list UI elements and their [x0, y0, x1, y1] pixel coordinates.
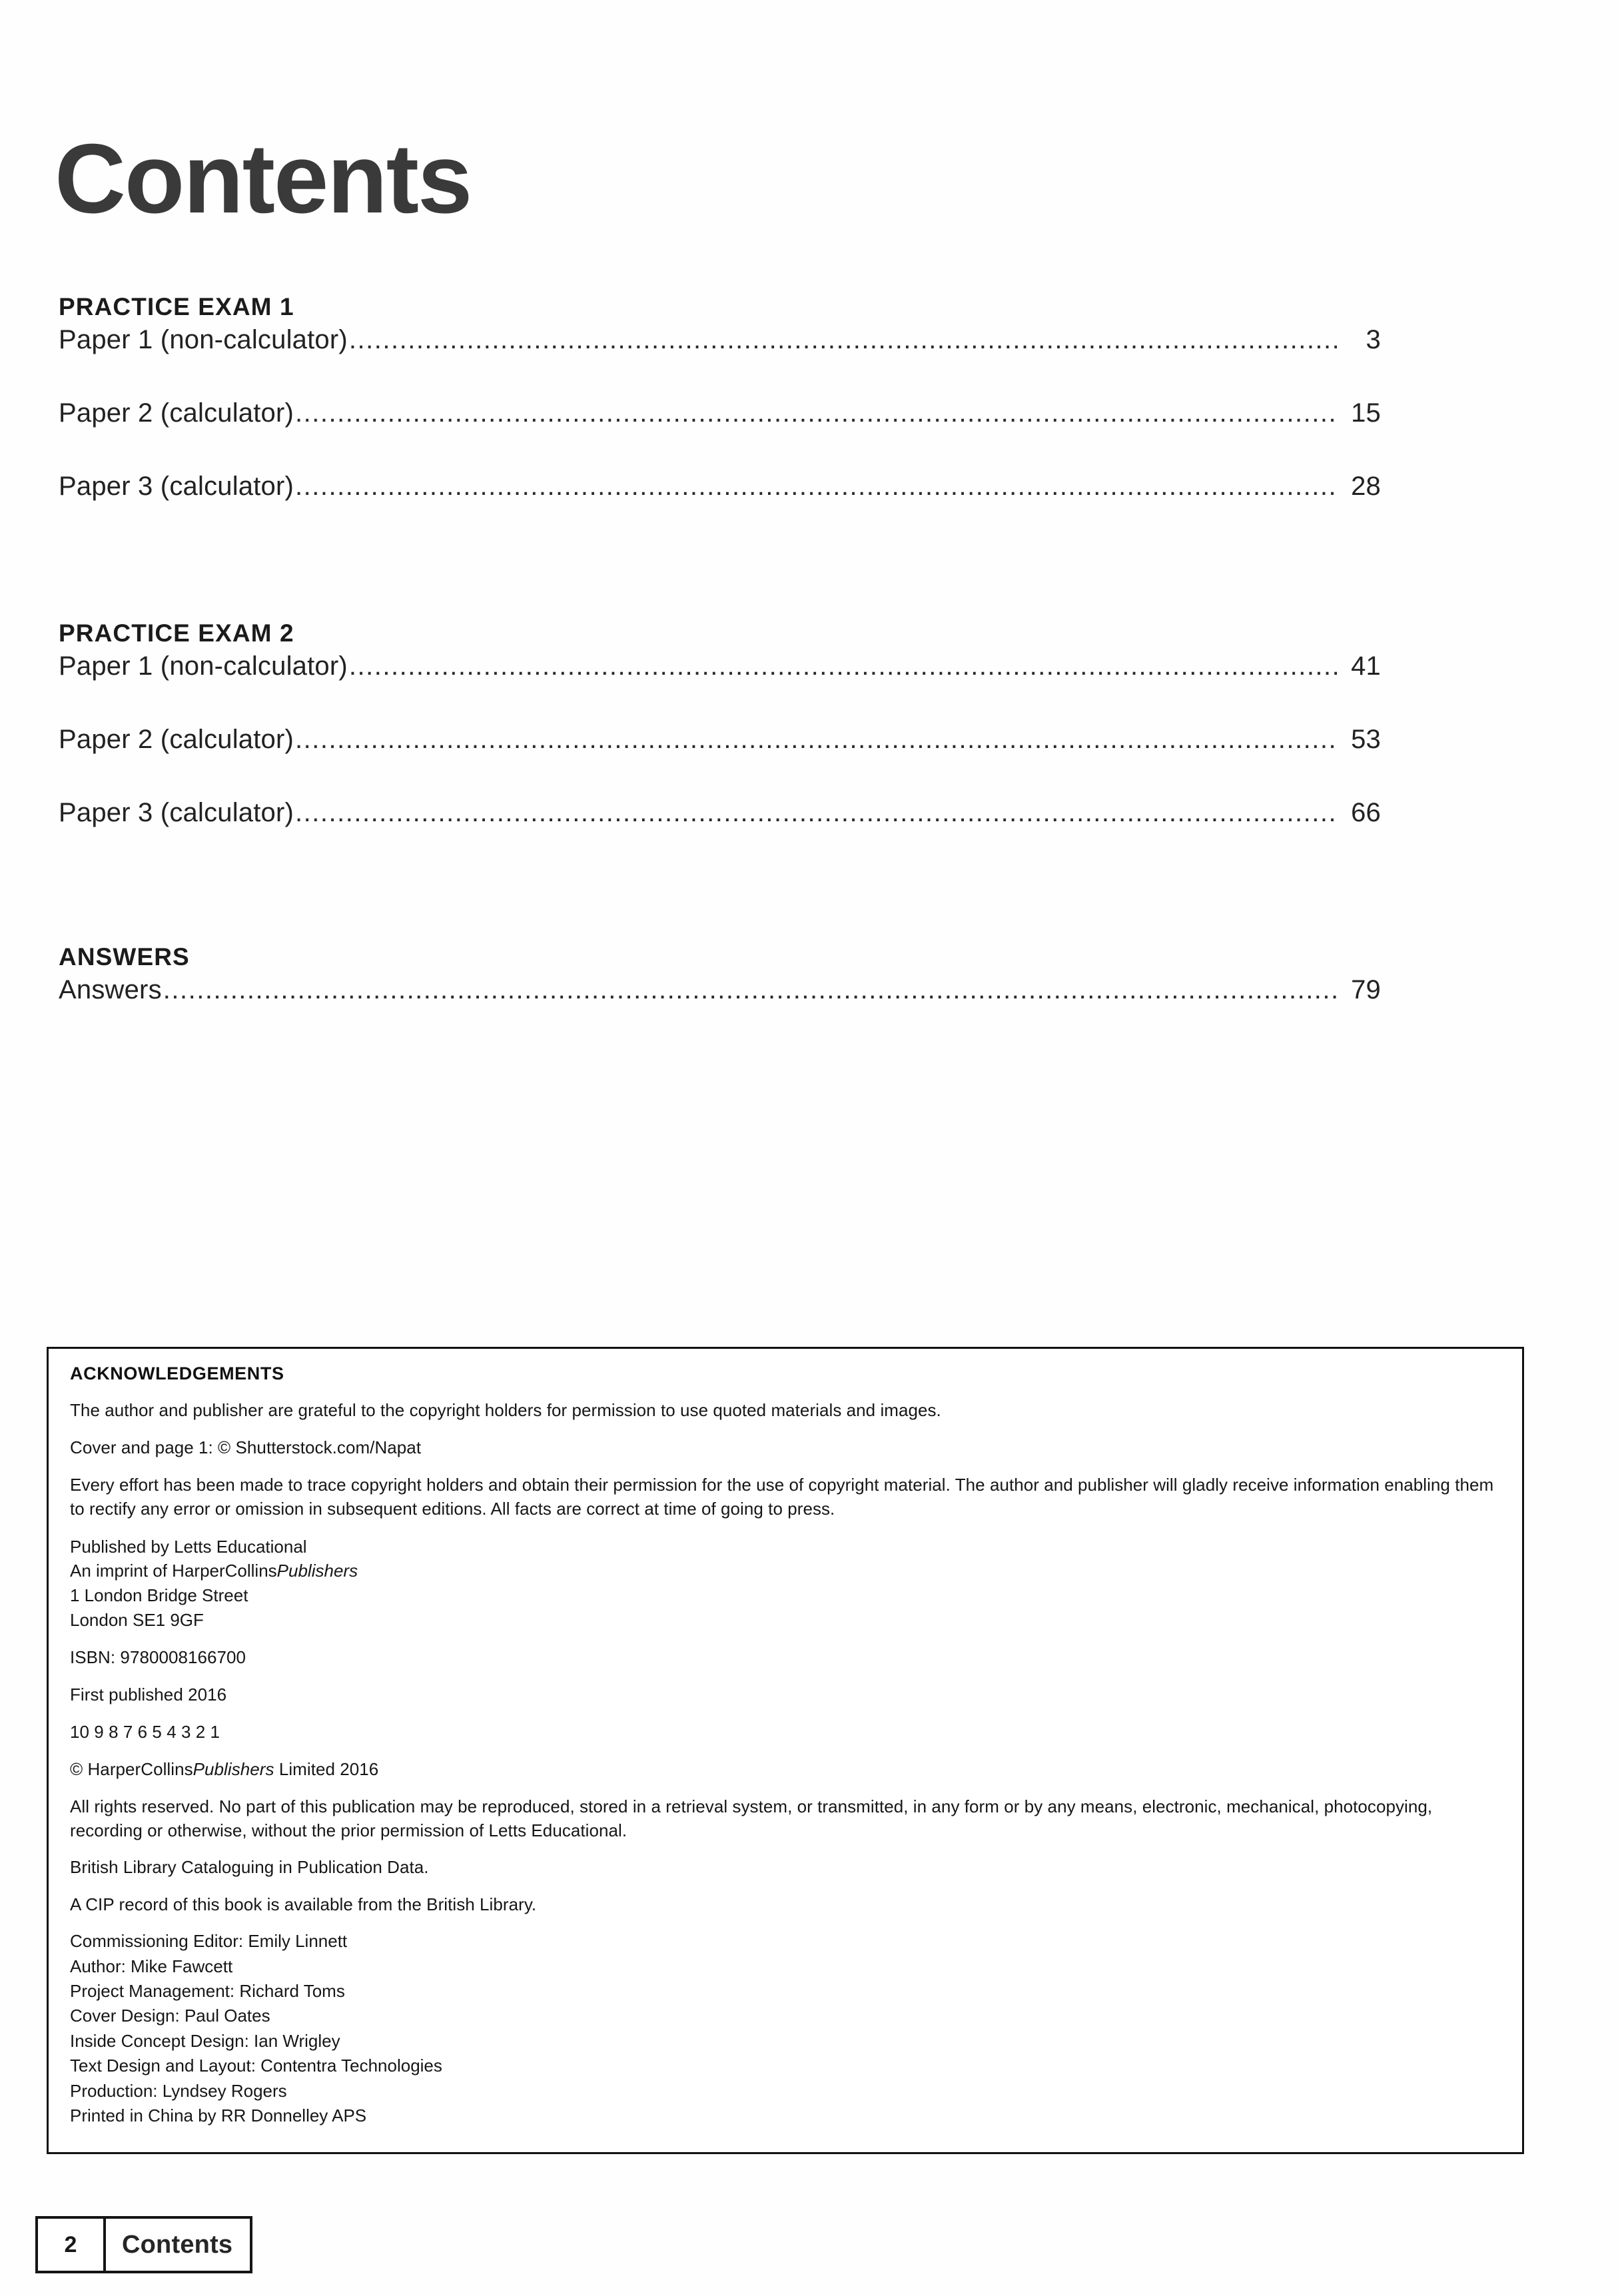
cataloguing-line: British Library Cataloguing in Publication Data. — [70, 1857, 429, 1878]
copyright-effort-statement: Every effort has been made to trace copyright holders and obtain their permission for the use of copyright material. The author and publisher will gladly receive information enabling them to rectify any error or omission in subsequent editions. All facts are correct at time of going to press. — [70, 1474, 1494, 1519]
first-published-line: First published 2016 — [70, 1685, 227, 1705]
cover-credit: Cover and page 1: © Shutterstock.com/Napat — [70, 1437, 422, 1457]
impression-numbers: 10 9 8 7 6 5 4 3 2 1 — [70, 1721, 220, 1742]
toc-entry[interactable] — [59, 798, 1381, 871]
credit-line: Printed in China by RR Donnelley APS — [70, 2105, 367, 2126]
toc-section-answers — [59, 943, 1381, 1048]
toc-entry-label: Paper 2 (calculator) — [59, 725, 294, 754]
toc-entry-page: 79 — [1351, 975, 1381, 1004]
toc-entry[interactable] — [59, 975, 1381, 1048]
imprint-prefix: An imprint of HarperCollins — [70, 1561, 277, 1581]
footer-section-label: Contents — [122, 2230, 233, 2259]
toc-leader-dots — [349, 326, 1337, 353]
publisher-street: 1 London Bridge Street — [70, 1585, 248, 1606]
credit-line: Author: Mike Fawcett — [70, 1956, 233, 1976]
credit-line: Project Management: Richard Toms — [70, 1981, 345, 2001]
toc-entry-list — [59, 975, 1381, 1048]
production-credits — [70, 1929, 1502, 2129]
toc-section-heading: PRACTICE EXAM 1 — [59, 293, 294, 320]
toc-entry-page: 53 — [1351, 725, 1381, 754]
acknowledgements-content — [49, 1349, 1522, 2129]
section-spacer — [59, 871, 1381, 943]
publisher-imprint — [70, 1559, 1502, 1583]
toc-entry-label: Paper 1 (non-calculator) — [59, 651, 348, 681]
all-rights-reserved: All rights reserved. No part of this publication may be reproduced, stored in a retrieval system, or transmitted, in any form or by any means, electronic, mechanical, photocopying, recording or otherwise, without the prior permission of Letts Educational. — [70, 1796, 1433, 1840]
toc-entry-page: 3 — [1366, 325, 1381, 354]
copyright-suffix: Limited 2016 — [274, 1758, 379, 1779]
toc-leader-dots — [349, 653, 1337, 679]
toc-entry-label: Paper 3 (calculator) — [59, 798, 294, 827]
toc-leader-dots — [295, 473, 1337, 500]
copyright-italic: Publishers — [193, 1758, 274, 1779]
publisher-city: London SE1 9GF — [70, 1610, 204, 1631]
toc-entry-page: 66 — [1351, 798, 1381, 827]
toc-section-heading: ANSWERS — [59, 943, 190, 970]
toc-entry-page: 28 — [1351, 472, 1381, 501]
credit-line: Production: Lyndsey Rogers — [70, 2080, 287, 2101]
toc-entry-page: 41 — [1351, 651, 1381, 681]
toc-section-heading: PRACTICE EXAM 2 — [59, 619, 294, 647]
publisher-address — [70, 1535, 1502, 1633]
toc-entry[interactable] — [59, 651, 1381, 725]
acknowledgements-intro: The author and publisher are grateful to the copyright holders for permission to use quoted materials and images. — [70, 1400, 941, 1420]
cip-record-line: A CIP record of this book is available from the British Library. — [70, 1894, 537, 1915]
toc-section-practice-exam-2 — [59, 619, 1381, 871]
toc-leader-dots — [295, 799, 1337, 826]
toc-leader-dots — [163, 976, 1337, 1003]
toc-entry[interactable] — [59, 398, 1381, 472]
toc-entry-label: Paper 1 (non-calculator) — [59, 325, 348, 354]
credit-line: Commissioning Editor: Emily Linnett — [70, 1931, 348, 1952]
footer-page-number: 2 — [38, 2219, 106, 2271]
acknowledgements-box — [47, 1347, 1524, 2154]
toc-section-practice-exam-1 — [59, 293, 1381, 545]
page-footer — [35, 2216, 252, 2273]
table-of-contents — [59, 293, 1381, 1048]
toc-entry[interactable] — [59, 472, 1381, 545]
toc-entry-label: Paper 2 (calculator) — [59, 398, 294, 428]
toc-leader-dots — [295, 726, 1337, 753]
toc-leader-dots — [295, 400, 1337, 426]
section-spacer — [59, 545, 1381, 619]
publisher-name: Published by Letts Educational — [70, 1536, 307, 1557]
toc-entry[interactable] — [59, 325, 1381, 398]
toc-entry[interactable] — [59, 725, 1381, 798]
imprint-italic: Publishers — [276, 1561, 358, 1581]
isbn-line: ISBN: 9780008166700 — [70, 1647, 246, 1668]
page-title: Contents — [55, 124, 472, 234]
toc-entry-page: 15 — [1351, 398, 1381, 428]
acknowledgements-heading: ACKNOWLEDGEMENTS — [70, 1363, 284, 1383]
copyright-prefix: © HarperCollins — [70, 1758, 193, 1779]
credit-line: Text Design and Layout: Contentra Technologies — [70, 2056, 442, 2076]
toc-entry-list — [59, 651, 1381, 871]
toc-entry-list — [59, 325, 1381, 545]
toc-entry-label: Answers — [59, 975, 162, 1004]
credit-line: Inside Concept Design: Ian Wrigley — [70, 2030, 340, 2051]
toc-entry-label: Paper 3 (calculator) — [59, 472, 294, 501]
credit-line: Cover Design: Paul Oates — [70, 2006, 270, 2026]
copyright-line — [70, 1758, 1502, 1782]
